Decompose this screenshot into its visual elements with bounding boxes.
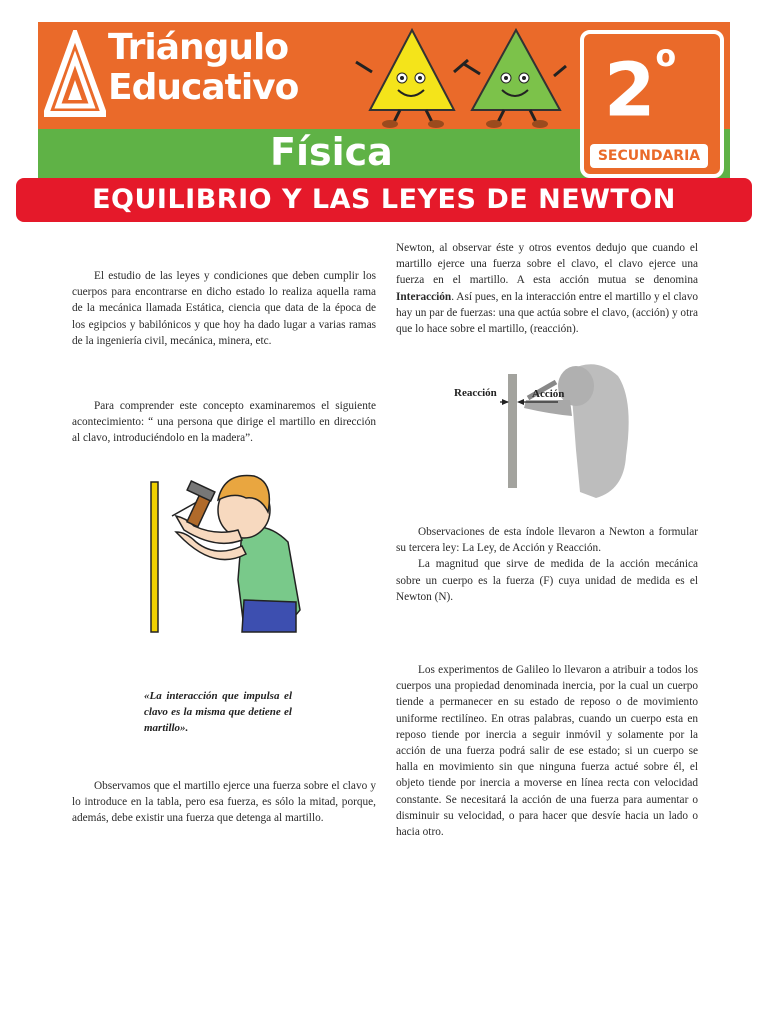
brand-name: [108, 28, 298, 108]
left-paragraph-2: Para comprender este concepto examinaremos el siguiente acontecimiento: “ una persona que dirige el martillo en dirección al clavo, introduciéndolo en la madera”.: [72, 400, 376, 445]
right-paragraph-1-end: . Así pues, en la interacción entre el martillo y el clavo hay un par de fuerzas: una que actúa sobre el clavo, (acción) y otra que lo hace sobre el martillo, (reacción).: [396, 290, 698, 336]
mascot-triangles-icon: [350, 26, 570, 132]
grade-superscript: o: [655, 39, 677, 74]
quote-text: «La interacción que impulsa el clavo es la misma que detiene el martillo».: [144, 690, 292, 734]
header-banner: [38, 22, 730, 177]
action-label: Acción: [532, 388, 565, 400]
triangle-logo-icon: [44, 30, 106, 118]
right-paragraph-3: La magnitud que sirve de medida de la acción mecánica sobre un cuerpo es la fuerza (F) cuya unidad de medida es el Newton (N).: [396, 558, 698, 603]
subject-title: Física: [270, 130, 393, 174]
right-paragraph-4: Los experimentos de Galileo lo llevaron a atribuir a todos los cuerpos una propiedad denominada inercia, por la cual un cuerpo tiende a permanecer en su estado de reposo o de movimiento uniforme rectilíneo. En otras palabras, cuando un cuerpo esta en reposo tiende por inercia a seguir inmóvil y solamente por la acción de una fuerza podrá salir de ese estado; si un cuerpo se halla en movimiento sin que ninguna fuerza actué sobre él, el objeto tiende por inercia a moverse en línea recta con velocidad constante. Se necesitará la acción de una fuerza para aumentar o disminuir su velocidad, o para hacer que desvíe hacia un lado o hacia otro.: [396, 664, 698, 839]
man-hammering-illustration: [146, 470, 306, 635]
interaction-term: Interacción: [396, 290, 452, 303]
page-title: EQUILIBRIO Y LAS LEYES DE NEWTON: [16, 178, 752, 222]
grade-level: SECUNDARIA: [590, 144, 708, 168]
left-paragraph-1: El estudio de las leyes y condiciones que deben cumplir los cuerpos para encontrarse en dicho estado lo realiza aquella rama de la mecánica llamada Estática, ciencia que data de la época de los egipcios y babilónicos y que hoy ha dado lugar a varias ramas de la ingeniería civil, mecánica, minera, etc.: [72, 270, 376, 347]
grade-number: 2$^o$: [604, 39, 677, 134]
right-paragraph-1-start: Newton, al observar éste y otros eventos dedujo que cuando el martillo ejerce una fuerza sobre el clavo, el clavo ejerce una fuerza en el martillo. A esta acción mutua se denomina: [396, 242, 698, 287]
right-paragraph-1: [396, 240, 698, 337]
right-paragraph-2: Observaciones de esta índole llevaron a Newton a formular su tercera ley: La Ley, de Acción y Reacción. La magnitud que sirve de medida de la acción mecánica sobre un cuerpo es la fuerza (F) cuya unidad de medida es el Newton (N).: [396, 524, 698, 605]
action-reaction-illustration: [500, 360, 640, 500]
left-paragraph-3: Observamos que el martillo ejerce una fuerza sobre el clavo y lo introduce en la tabla, pero esa fuerza, es sólo la mitad, porque, además, debe existir una fuerza que detenga al martillo.: [72, 780, 376, 825]
brand-line-2: Educativo: [108, 67, 299, 108]
brand-line-1: Triángulo: [108, 27, 289, 68]
grade-box: [580, 30, 724, 178]
reaction-label: Reacción: [454, 387, 497, 399]
